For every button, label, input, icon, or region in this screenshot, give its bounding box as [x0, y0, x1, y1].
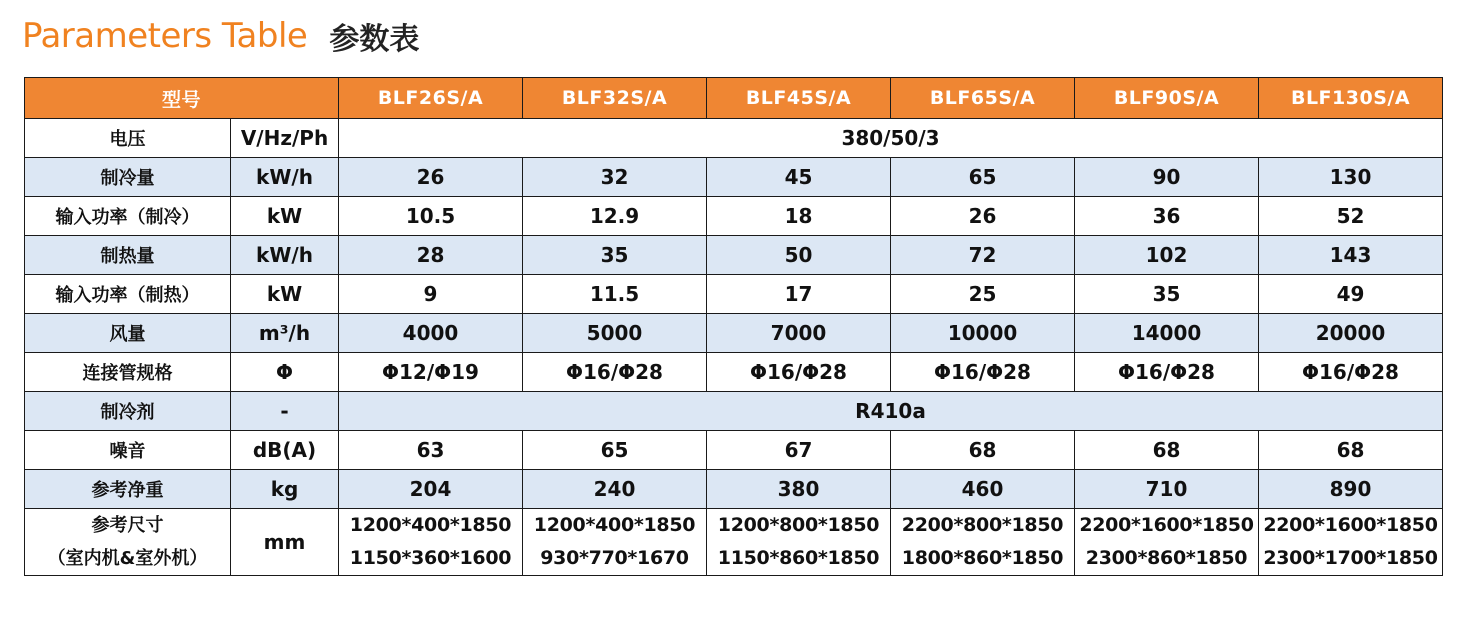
value-cell: R410a [339, 392, 1443, 431]
value-cell: 18 [707, 197, 891, 236]
value-cell: 17 [707, 275, 891, 314]
value-cell: 7000 [707, 314, 891, 353]
indoor-size: 2200*800*1850 [901, 514, 1064, 536]
value-cell [1075, 509, 1259, 576]
param-cell: 输入功率（制冷） [25, 197, 231, 236]
value-cell: 35 [1075, 275, 1259, 314]
table-row [25, 509, 1443, 576]
table-row [25, 392, 1443, 431]
value-cell: 45 [707, 158, 891, 197]
value-cell: 90 [1075, 158, 1259, 197]
unit-cell: - [231, 392, 339, 431]
param-cell: 输入功率（制热） [25, 275, 231, 314]
value-cell [523, 509, 707, 576]
value-cell: Φ16/Φ28 [1259, 353, 1443, 392]
value-cell: 14000 [1075, 314, 1259, 353]
value-cell: 102 [1075, 236, 1259, 275]
table-header-row [25, 78, 1443, 119]
value-cell: Φ16/Φ28 [523, 353, 707, 392]
unit-cell: kg [231, 470, 339, 509]
value-cell: 9 [339, 275, 523, 314]
value-cell: 49 [1259, 275, 1443, 314]
unit-cell: dB(A) [231, 431, 339, 470]
table-row [25, 275, 1443, 314]
value-cell [891, 509, 1075, 576]
unit-cell: m³/h [231, 314, 339, 353]
indoor-size: 1200*800*1850 [717, 514, 880, 536]
indoor-size: 1200*400*1850 [349, 514, 512, 536]
value-cell: 380 [707, 470, 891, 509]
value-cell: 12.9 [523, 197, 707, 236]
model-header-cell: 型号 [25, 78, 339, 119]
value-cell: 36 [1075, 197, 1259, 236]
param-cell: 制冷剂 [25, 392, 231, 431]
unit-cell: V/Hz/Ph [231, 119, 339, 158]
value-cell: Φ16/Φ28 [891, 353, 1075, 392]
value-cell: 26 [339, 158, 523, 197]
value-cell: 204 [339, 470, 523, 509]
model-header-cell: BLF130S/A [1259, 78, 1443, 119]
table-row [25, 314, 1443, 353]
value-cell: Φ12/Φ19 [339, 353, 523, 392]
page-title-chinese: 参数表 [329, 22, 420, 57]
table-row [25, 236, 1443, 275]
parameters-table [24, 77, 1443, 576]
value-cell: 240 [523, 470, 707, 509]
model-header-cell: BLF65S/A [891, 78, 1075, 119]
param-cell: 参考净重 [25, 470, 231, 509]
value-cell: 143 [1259, 236, 1443, 275]
value-cell: Φ16/Φ28 [1075, 353, 1259, 392]
unit-cell: Φ [231, 353, 339, 392]
value-cell: 35 [523, 236, 707, 275]
value-cell: 65 [523, 431, 707, 470]
value-cell: 52 [1259, 197, 1443, 236]
value-cell: 10000 [891, 314, 1075, 353]
outdoor-size: 1150*860*1850 [717, 547, 880, 569]
value-cell: 25 [891, 275, 1075, 314]
outdoor-size: 930*770*1670 [540, 547, 689, 569]
value-cell [339, 509, 523, 576]
outdoor-size: 1150*360*1600 [349, 547, 512, 569]
model-header-cell: BLF90S/A [1075, 78, 1259, 119]
param-cell [25, 509, 231, 576]
value-cell: 63 [339, 431, 523, 470]
value-cell [707, 509, 891, 576]
value-cell: 710 [1075, 470, 1259, 509]
value-cell: 68 [1259, 431, 1443, 470]
unit-cell: kW [231, 197, 339, 236]
outdoor-size: 2300*1700*1850 [1263, 547, 1438, 569]
value-cell: 72 [891, 236, 1075, 275]
value-cell: 10.5 [339, 197, 523, 236]
param-label: 参考尺寸 [91, 515, 164, 536]
table-row [25, 431, 1443, 470]
unit-cell: kW/h [231, 236, 339, 275]
value-cell: 11.5 [523, 275, 707, 314]
param-cell: 风量 [25, 314, 231, 353]
value-cell: 130 [1259, 158, 1443, 197]
table-row [25, 119, 1443, 158]
value-cell: 67 [707, 431, 891, 470]
value-cell: 20000 [1259, 314, 1443, 353]
param-cell: 电压 [25, 119, 231, 158]
table-row [25, 158, 1443, 197]
value-cell: 460 [891, 470, 1075, 509]
param-cell: 制热量 [25, 236, 231, 275]
value-cell: 380/50/3 [339, 119, 1443, 158]
value-cell: 50 [707, 236, 891, 275]
model-header-cell: BLF26S/A [339, 78, 523, 119]
model-header-cell: BLF45S/A [707, 78, 891, 119]
table-row [25, 197, 1443, 236]
unit-cell: kW/h [231, 158, 339, 197]
value-cell: 890 [1259, 470, 1443, 509]
param-cell: 制冷量 [25, 158, 231, 197]
model-header-cell: BLF32S/A [523, 78, 707, 119]
value-cell [1259, 509, 1443, 576]
value-cell: 5000 [523, 314, 707, 353]
indoor-size: 2200*1600*1850 [1079, 514, 1254, 536]
value-cell: 4000 [339, 314, 523, 353]
indoor-size: 2200*1600*1850 [1263, 514, 1438, 536]
param-cell: 噪音 [25, 431, 231, 470]
value-cell: 68 [891, 431, 1075, 470]
unit-cell: kW [231, 275, 339, 314]
table-row [25, 353, 1443, 392]
param-cell: 连接管规格 [25, 353, 231, 392]
indoor-size: 1200*400*1850 [533, 514, 696, 536]
value-cell: 28 [339, 236, 523, 275]
param-label-sub: （室内机&室外机） [47, 548, 208, 569]
value-cell: 68 [1075, 431, 1259, 470]
page-title-english: Parameters Table [22, 16, 308, 56]
value-cell: Φ16/Φ28 [707, 353, 891, 392]
unit-cell: mm [231, 509, 339, 576]
value-cell: 32 [523, 158, 707, 197]
outdoor-size: 2300*860*1850 [1085, 547, 1248, 569]
value-cell: 65 [891, 158, 1075, 197]
value-cell: 26 [891, 197, 1075, 236]
table-row [25, 470, 1443, 509]
outdoor-size: 1800*860*1850 [901, 547, 1064, 569]
page-header [22, 12, 419, 60]
